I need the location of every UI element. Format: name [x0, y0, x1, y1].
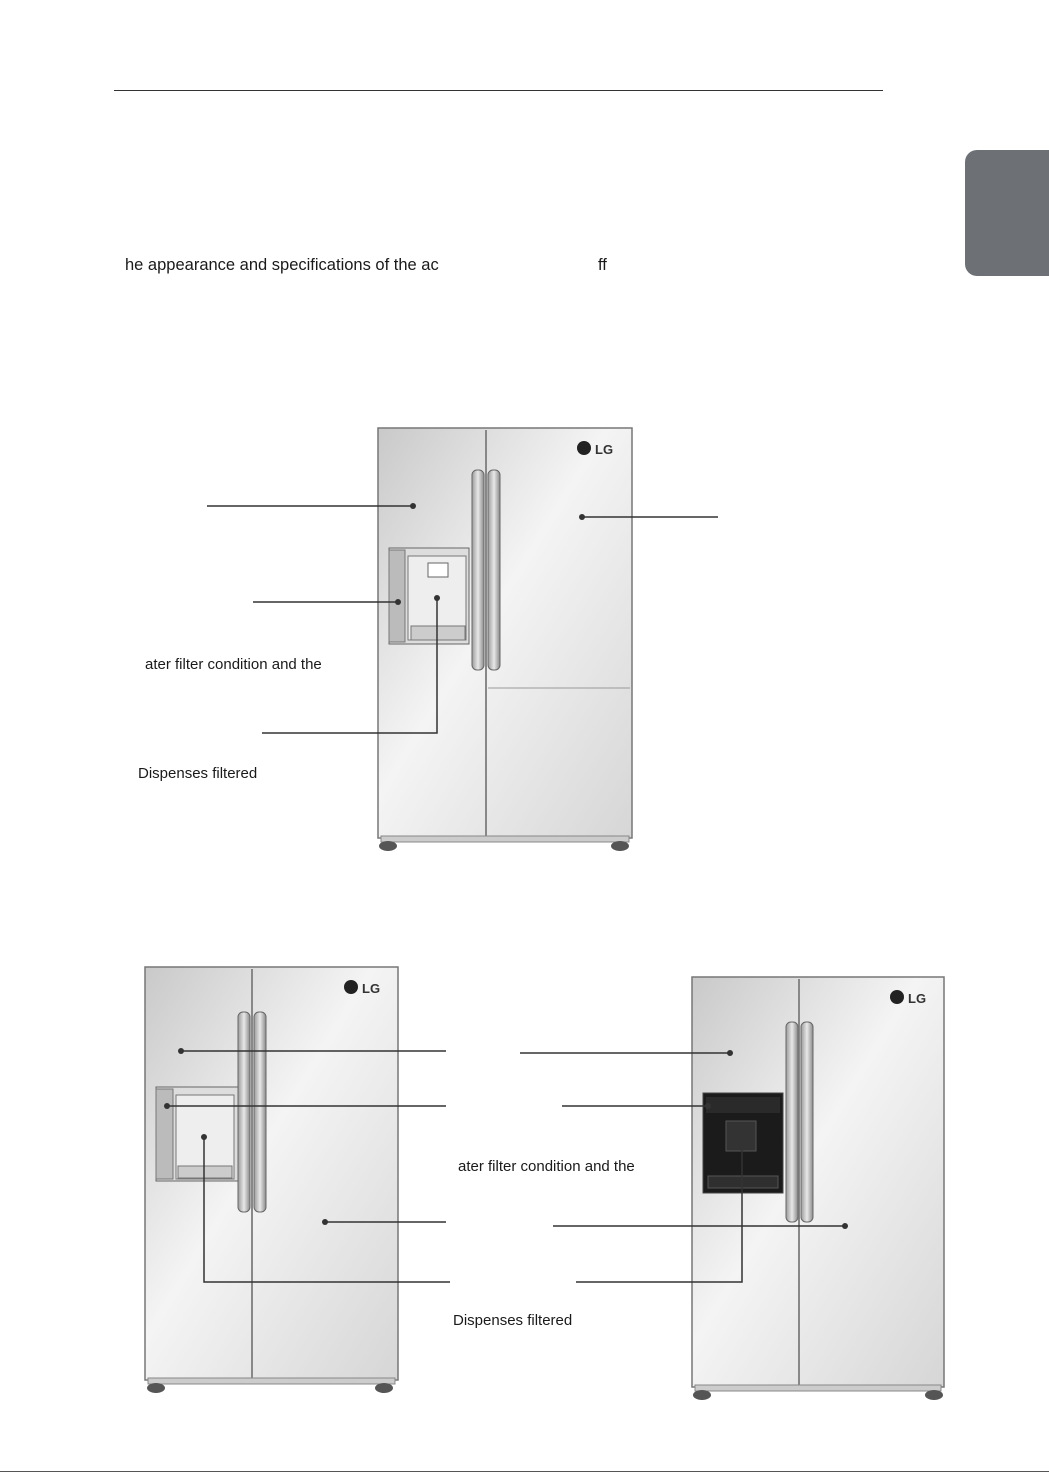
fridge-figure-2 — [145, 967, 398, 1393]
lg-logo-icon — [344, 980, 358, 994]
intro-text: he appearance and specifications of the ac — [125, 256, 439, 274]
brand-label: LG — [362, 981, 381, 996]
fig1-dispenses-text: Dispenses filtered — [138, 765, 258, 782]
fridge-figure-1 — [207, 428, 718, 851]
fig2-filter-text: ater filter condition and the — [458, 1158, 635, 1175]
fig2-dispenses-text: Dispenses filtered — [453, 1312, 573, 1329]
fig1-filter-text: ater filter condition and the — [145, 656, 322, 673]
intro-text-tail: ff — [598, 256, 607, 274]
brand-label: LG — [908, 991, 927, 1006]
brand-label: LG — [595, 442, 614, 457]
lg-logo-icon — [890, 990, 904, 1004]
fridge-figure-3 — [692, 977, 944, 1400]
lg-logo-icon — [577, 441, 591, 455]
footer-rule — [0, 1471, 1049, 1472]
